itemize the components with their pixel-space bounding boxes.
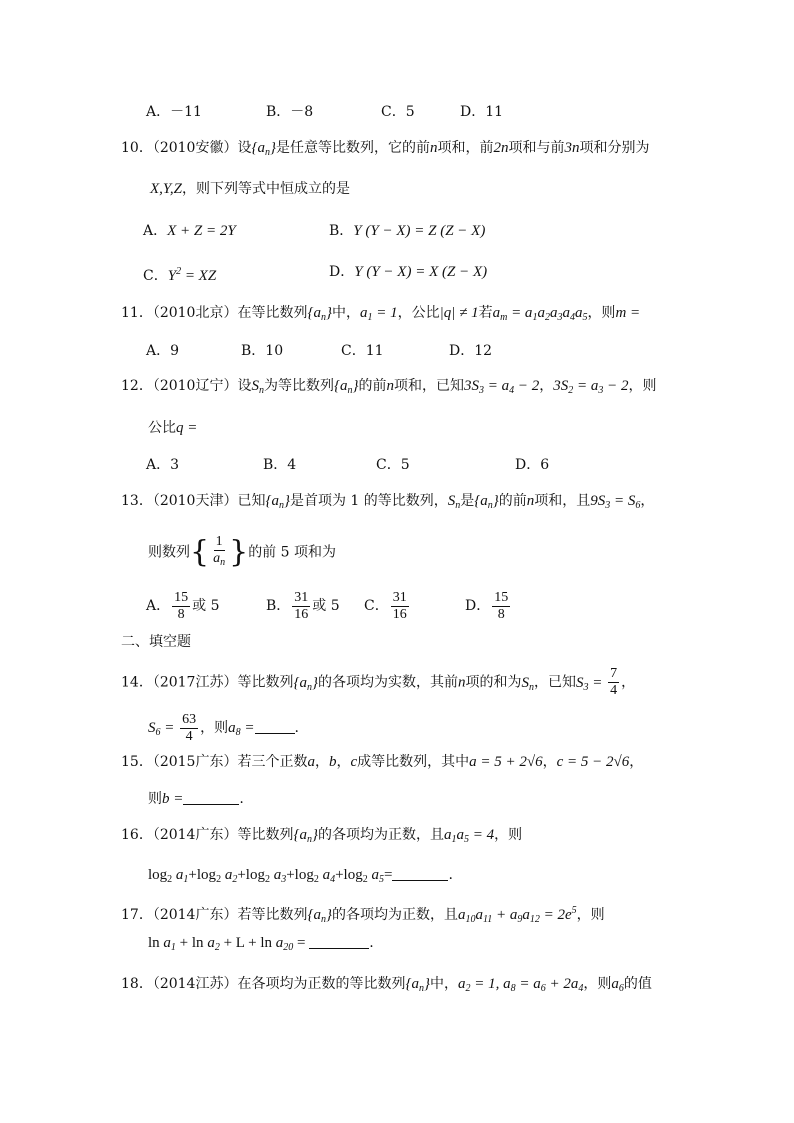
question-text: 若三个正数	[237, 754, 308, 770]
question-text: 为等比数列	[263, 378, 334, 394]
question-17-line2: $\ln a_1 + \ln a_2 + L + \ln a_{20}$ = .	[148, 935, 374, 953]
q10-option-a: A．X + Z = 2Y	[143, 223, 236, 239]
question-text: ，则	[628, 378, 657, 394]
question-10-line2	[150, 179, 350, 199]
q11-option-b: B．10	[241, 343, 284, 359]
section-heading: 二、填空题	[121, 634, 191, 650]
q13-option-b: B． $\frac{31}{16}$ 或 5	[266, 589, 340, 622]
question-number: 14．	[121, 674, 153, 691]
q11-option-c: C．11	[341, 343, 384, 359]
question-12: 12．（2010辽宁）设$S_n$为等比数列$\{a_n\}$的前n项和，已知$3S_3 = a_4 - 2$，$3S_2 = a_3 - 2$，则	[121, 378, 657, 396]
question-text: 项和，已知	[393, 378, 464, 394]
question-10: 10．（2010安徽）设$\{a_n\}$是任意等比数列，它的前n项和，前2n项和与前3n项和分别为	[121, 140, 650, 158]
question-source: （2010北京）	[152, 305, 238, 321]
question-text: 中，	[331, 305, 360, 321]
question-text: ，则	[200, 720, 229, 736]
question-text: 中，	[429, 976, 458, 992]
answer-blank[interactable]	[392, 866, 448, 881]
q13-option-c: C． $\frac{31}{16}$	[364, 589, 407, 622]
question-number: 16．	[121, 827, 153, 843]
question-number: 17．	[121, 907, 153, 923]
question-15-line2: 则b = .	[148, 791, 244, 807]
question-text: 是任意等比数列，它的前	[275, 140, 430, 156]
answer-blank[interactable]	[309, 934, 369, 949]
q9-option-a: A．－11	[146, 104, 202, 120]
question-text: ，则	[576, 907, 605, 923]
question-text: 项和，前	[437, 140, 494, 156]
answer-blank[interactable]	[255, 719, 295, 734]
question-source: （2017江苏）	[152, 674, 238, 691]
question-text: 项和与前	[508, 140, 565, 156]
q10-option-d: D．Y (Y − X) = X (Z − X)	[329, 264, 488, 280]
question-text: ，则	[587, 305, 616, 321]
question-number: 10．	[121, 140, 153, 156]
question-17: 17．（2014广东）若等比数列$\{a_n\}$的各项均为正数，且$a_{10}a_{11} + a_9a_{12} = 2e^5$，则	[121, 905, 605, 925]
question-text: 若等比数列	[237, 907, 308, 923]
question-text: 等比数列	[237, 674, 294, 691]
question-text: 项和，且	[534, 493, 591, 509]
question-number: 11．	[121, 305, 153, 321]
question-text: 项和分别为	[579, 140, 650, 156]
question-number: 15．	[121, 754, 153, 770]
question-text: ，已知	[533, 674, 576, 691]
q12-option-d: D．6	[515, 457, 550, 473]
question-text: 是首项为 1 的等比数列，	[289, 493, 448, 509]
question-text: 在各项均为正数的等比数列	[237, 976, 406, 992]
question-source: （2010辽宁）	[152, 378, 238, 394]
q11-option-a: A．9	[146, 343, 180, 359]
q12-option-b: B．4	[263, 457, 297, 473]
question-text: 若	[478, 305, 493, 321]
math-xyz: X,Y,Z	[150, 181, 182, 197]
question-text: 设	[237, 378, 252, 394]
question-14-line2: $S_6$ = $\frac{63}{4}$ ，则$a_8$ = .	[148, 711, 299, 744]
question-number: 18．	[121, 976, 153, 992]
q11-option-d: D．12	[449, 343, 493, 359]
question-16: 16．（2014广东）等比数列$\{a_n\}$的各项均为正数，且$a_1a_5 = 4$，则	[121, 827, 523, 845]
question-text: 则数列	[148, 544, 190, 561]
question-text: 的前	[498, 493, 527, 509]
q13-option-a: A． $\frac{15}{8}$ 或 5	[146, 589, 220, 622]
question-text: 在等比数列	[237, 305, 308, 321]
question-text: 的前	[358, 378, 387, 394]
q13-option-d: D． $\frac{15}{8}$	[465, 589, 509, 622]
question-text: ，则	[494, 827, 523, 843]
question-source: （2014广东）	[152, 827, 238, 843]
question-text: 的值	[623, 976, 652, 992]
answer-blank[interactable]	[183, 790, 239, 805]
question-text: 设	[237, 140, 252, 156]
question-14: 14．（2017江苏）等比数列$\{a_n\}$的各项均为实数，其前n项的和为$S_n$，已知$S_3$ = $\frac{7}{4}$ ，	[121, 666, 636, 698]
question-text: ，则	[583, 976, 612, 992]
question-13: 13．（2010天津）已知$\{a_n\}$是首项为 1 的等比数列，$S_n$是$\{a_n\}$的前n项和，且$9S_3 = S_6$，	[121, 493, 655, 511]
question-15: 15．（2015广东）若三个正数a，b，c成等比数列，其中a = 5 + 2√6，c = 5 − 2√6，	[121, 754, 644, 770]
question-text: 的各项均为正数，且	[331, 907, 458, 923]
q10-option-c: C．$Y^2$ = XZ	[143, 266, 217, 284]
q10-option-b: B．Y (Y − X) = Z (Z − X)	[329, 223, 486, 239]
question-text: ，则下列等式中恒成立的是	[181, 181, 350, 197]
question-12-line2: 公比q =	[148, 420, 198, 436]
question-text: 公比	[148, 420, 176, 436]
question-number: 13．	[121, 493, 153, 509]
question-source: （2010天津）	[152, 493, 238, 509]
q9-option-c: C．5	[381, 104, 415, 120]
question-source: （2014江苏）	[152, 976, 238, 992]
q9-option-d: D．11	[460, 104, 504, 120]
question-11: 11．（2010北京）在等比数列$\{a_n\}$中，$a_1 = 1$，公比|q| ≠ 1若$a_m = a_1a_2a_3a_4a_5$，则m =	[121, 305, 641, 323]
question-18: 18．（2014江苏）在各项均为正数的等比数列$\{a_n\}$中，$a_2 = 1$, $a_8 = a_6 + 2a_4$，则$a_6$的值	[121, 976, 652, 994]
question-text: 已知	[237, 493, 266, 509]
question-source: （2015广东）	[152, 754, 238, 770]
question-text: 则	[148, 791, 162, 807]
question-text: 等比数列	[237, 827, 294, 843]
question-16-line2: $\log_2 a_1+\log_2$ $a_2+\log_2$ $a_3+\log_2$ $a_4+\log_2$ $a_5=$ .	[148, 867, 453, 885]
q12-option-c: C．5	[376, 457, 410, 473]
question-number: 12．	[121, 378, 153, 394]
question-text: 成等比数列，其中	[357, 754, 470, 770]
question-source: （2014广东）	[152, 907, 238, 923]
question-source: （2010安徽）	[152, 140, 238, 156]
q9-option-b: B．－8	[266, 104, 314, 120]
q12-option-a: A．3	[146, 457, 180, 473]
question-text: 的各项均为实数，其前	[317, 674, 458, 691]
question-13-line2: 则数列{ $\frac{1}{a_n}$ }的前 5 项和为	[148, 534, 336, 570]
question-text: ，公比	[397, 305, 440, 321]
question-text: 的前 5 项和为	[248, 544, 336, 561]
question-text: 的各项均为正数，且	[317, 827, 444, 843]
question-text: 是	[460, 493, 475, 509]
question-text: 项的和为	[465, 674, 522, 691]
